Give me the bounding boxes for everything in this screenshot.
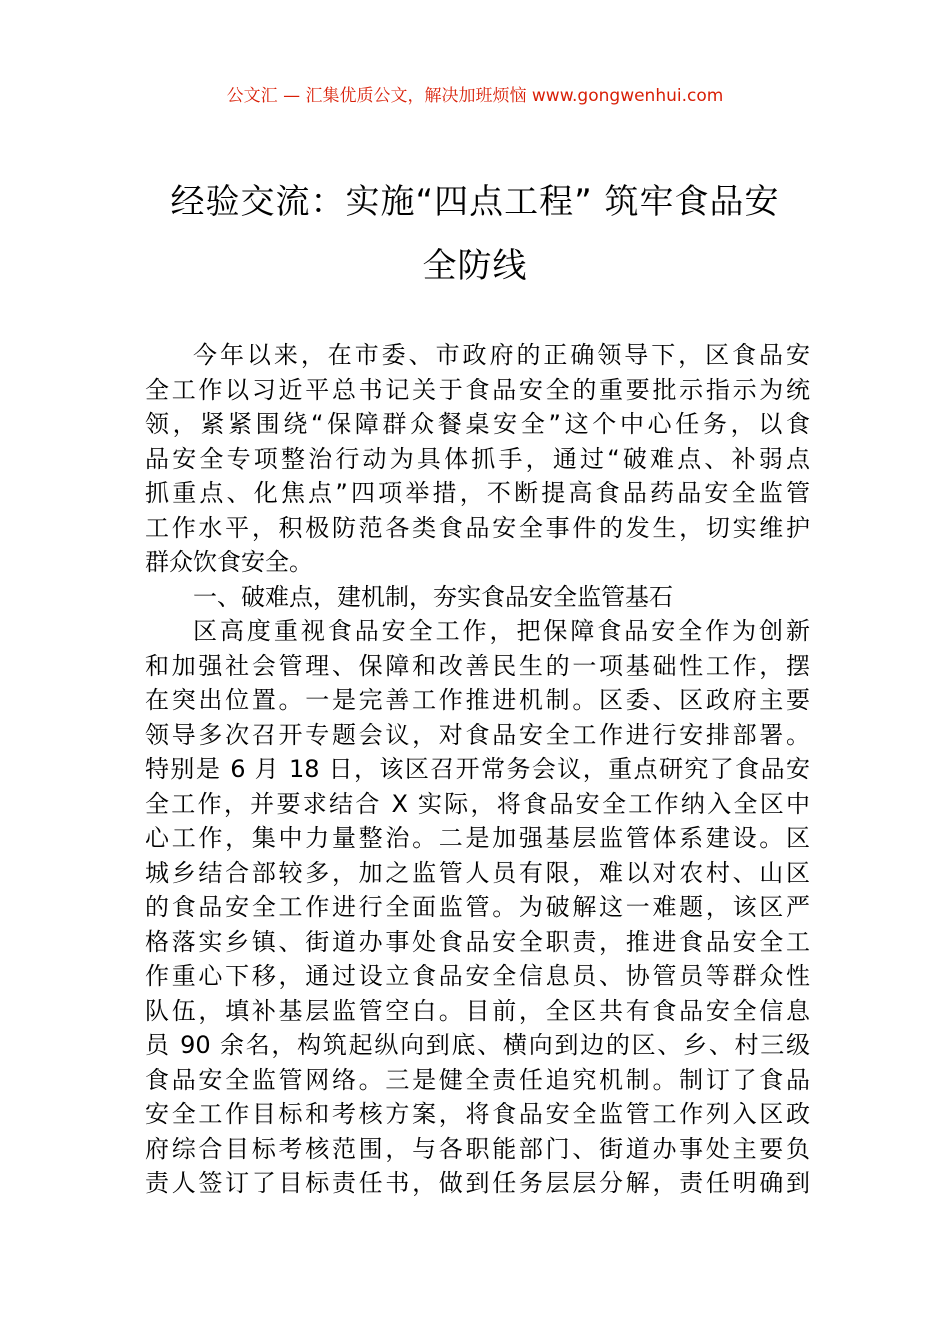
text-line: 特别是 6 月 18 日，该区召开常务会议，重点研究了食品安 (145, 755, 810, 783)
header-banner[interactable]: 公文汇 — 汇集优质公文，解决加班烦恼 www.gongwenhui.com (226, 86, 724, 106)
text-line: 安全工作目标和考核方案，将食品安全监管工作列入区政 (145, 1100, 810, 1128)
text-line: 心工作，集中力量整治。二是加强基层监管体系建设。区 (145, 824, 810, 852)
text-line: 领，紧紧围绕“保障群众餐桌安全”这个中心任务，以食 (145, 410, 810, 438)
section-heading-1 (145, 580, 810, 615)
text-line: 今年以来，在市委、市政府的正确领导下，区食品安 (193, 341, 810, 369)
text-line: 在突出位置。一是完善工作推进机制。区委、区政府主要 (145, 686, 810, 714)
text-line: 员 90 余名，构筑起纵向到底、横向到边的区、乡、村三级 (145, 1031, 810, 1059)
text-line: 格落实乡镇、街道办事处食品安全职责，推进食品安全工 (145, 927, 810, 956)
title-line-1: 经验交流：实施“四点工程” 筑牢食品安 (170, 182, 780, 222)
document-body (145, 338, 810, 1201)
text-line: 工作水平，积极防范各类食品安全事件的发生，切实维护 (145, 513, 810, 542)
text-line: 全工作，并要求结合 X 实际，将食品安全工作纳入全区中 (145, 789, 810, 818)
section-heading-text: 一、破难点，建机制，夯实食品安全监管基石 (193, 582, 673, 611)
text-line: 群众饮食安全。 (145, 548, 313, 576)
text-line: 作重心下移，通过设立食品安全信息员、协管员等群众性 (145, 962, 810, 990)
document-title (110, 170, 840, 298)
text-line: 责人签订了目标责任书，做到任务层层分解，责任明确到 (145, 1169, 810, 1197)
paragraph-intro (145, 338, 810, 580)
text-line: 队伍，填补基层监管空白。目前，全区共有食品安全信息 (145, 996, 810, 1025)
text-line: 的食品安全工作进行全面监管。为破解这一难题，该区严 (145, 893, 810, 921)
text-line: 和加强社会管理、保障和改善民生的一项基础性工作，摆 (145, 651, 810, 680)
text-line: 城乡结合部较多，加之监管人员有限，难以对农村、山区 (145, 858, 810, 887)
text-line: 区高度重视食品安全工作，把保障食品安全作为创新 (193, 617, 810, 645)
text-line: 全工作以习近平总书记关于食品安全的重要批示指示为统 (145, 375, 810, 404)
text-line: 府综合目标考核范围，与各职能部门、街道办事处主要负 (145, 1134, 810, 1163)
text-line: 食品安全监管网络。三是健全责任追究机制。制订了食品 (145, 1065, 810, 1094)
text-line: 品安全专项整治行动为具体抓手，通过“破难点、补弱点 (145, 444, 810, 473)
title-line-2: 全防线 (422, 246, 528, 286)
text-line: 领导多次召开专题会议，对食品安全工作进行安排部署。 (145, 720, 810, 749)
text-line: 抓重点、化焦点”四项举措，不断提高食品药品安全监管 (145, 479, 810, 507)
paragraph-section-1 (145, 614, 810, 1201)
